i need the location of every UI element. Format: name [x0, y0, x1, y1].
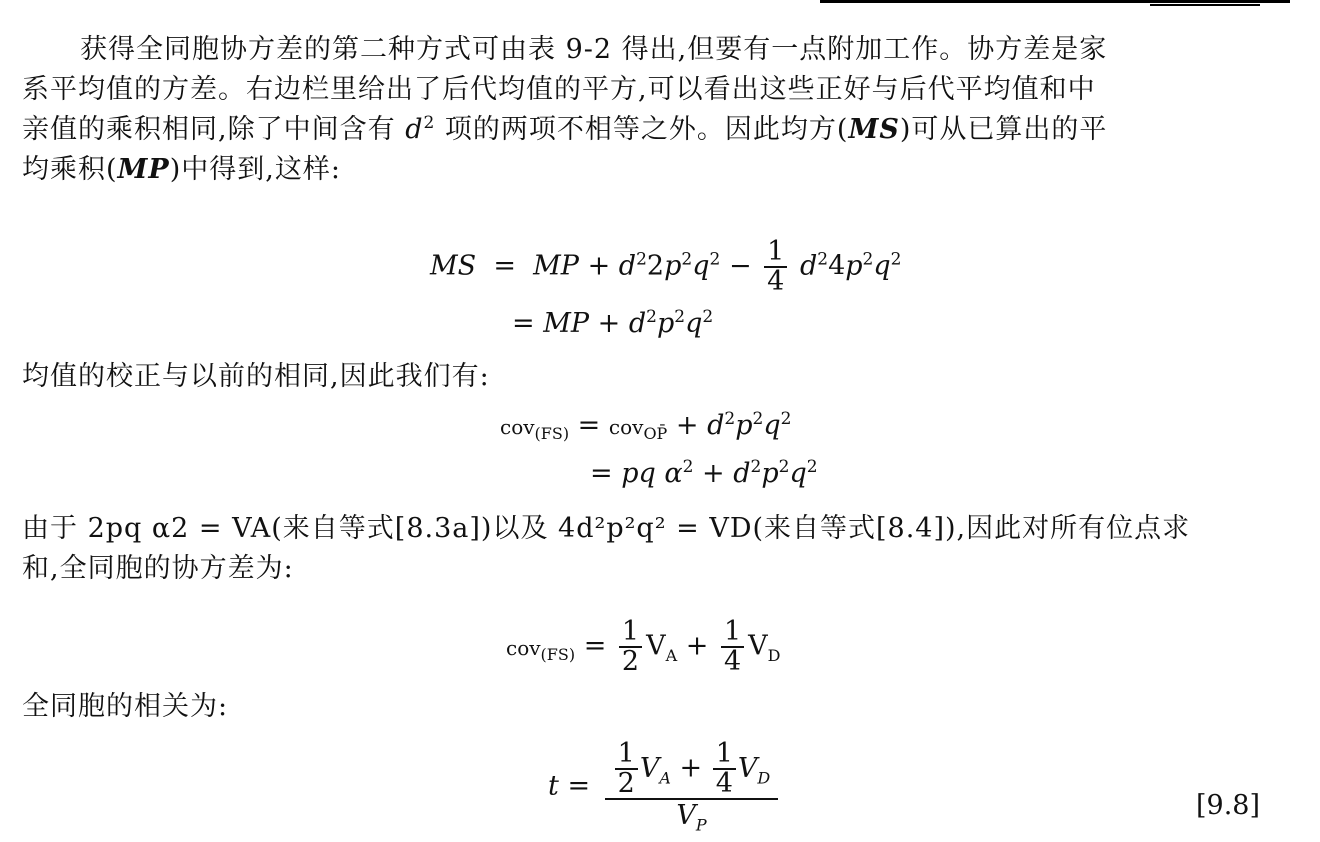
text-mean-correction: 均值的校正与以前的相同,因此我们有: — [22, 361, 490, 392]
header-rule — [820, 0, 1290, 3]
equation-cov-fs: cov$_{(FS)}$ = $\frac{1}{2}$ $V_A$ + $\frac{1}{4}$ $V_D$ — [506, 616, 781, 677]
text-since-line2: 和,全同胞的协方差为: — [22, 553, 294, 584]
para-line-2: 系平均值的方差。右边栏里给出了后代均值的平方,可以看出这些正好与后代平均值和中 — [22, 74, 1096, 105]
equation-cov-line1: $cov_{(FS)} = cov_{OP̄} + d^2p^2q^2$ — [500, 409, 792, 443]
text-correlation: 全同胞的相关为: — [22, 691, 229, 722]
equation-ms-line1: MS = MP + $d^22p^2q^2$ − $\frac{1}{4}$ $d^24p^2q^2$ — [430, 236, 902, 297]
paragraph-intro — [22, 30, 1292, 190]
para-line-1: 获得全同胞协方差的第二种方式可由表 9-2 得出,但要有一点附加工作。协方差是家 — [80, 34, 1108, 65]
para-line-4: 均乘积(MP)中得到,这样: — [22, 154, 341, 185]
equation-number: [9.8] — [1196, 790, 1261, 821]
para-line-3: 亲值的乘积相同,除了中间含有 $d^2$ 项的两项不相等之外。因此均方(MS)可从已算出的平 — [22, 113, 1108, 145]
fraction-one-quarter: $\frac{1}{4}$ — [764, 238, 787, 296]
equation-ms-line2: = MP + $d^2p^2q^2$ — [512, 307, 714, 339]
header-rule-short — [1150, 4, 1260, 6]
equation-correlation: t = $\frac{1}{2}$ $V_A$ + $\frac{1}{4}$ $V_D$ $V_P$ — [548, 740, 782, 832]
equation-cov-line2: = pq $\alpha^2 + d^2p^2q^2$ — [590, 457, 818, 489]
text-since-line1: 由于 2pq α2 = VA(来自等式[8.3a])以及 4d²p²q² = VD(来自等式[8.4]),因此对所有位点求 — [22, 513, 1191, 544]
